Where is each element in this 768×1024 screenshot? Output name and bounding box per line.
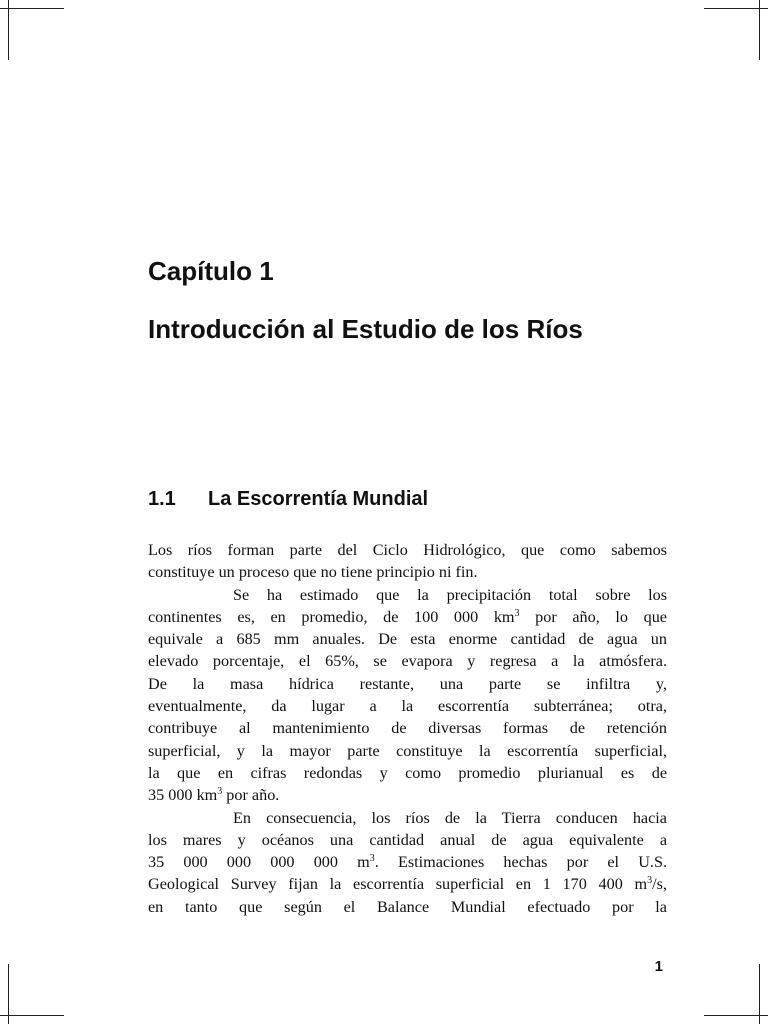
text-line: eventualmente, da lugar a la escorrentía subterránea; otra,: [148, 697, 667, 716]
text-line: Los ríos forman parte del Ciclo Hidrológico, que como sabemos: [148, 541, 667, 559]
text-line: elevado porcentaje, el 65%, se evapora y regresa a la atmósfera.: [148, 652, 667, 671]
text-line: Se ha estimado que la precipitación total sobre los: [233, 585, 667, 604]
text-line: continentes es, en promedio, de 100 000 $km^3$ por año, lo que: [148, 607, 667, 626]
body-text: [148, 539, 667, 918]
text-line: En consecuencia, los ríos de la Tierra conducen hacia: [233, 808, 667, 827]
chapter-title: Introducción al Estudio de los Ríos: [148, 314, 583, 344]
crop-mark: [0, 8, 64, 9]
page-number: 1: [654, 958, 663, 975]
section-title: La Escorrentía Mundial: [208, 488, 429, 510]
crop-mark: [759, 0, 760, 60]
text-line: 35 000 $km^3$ por año.: [148, 786, 280, 805]
section-heading: [148, 488, 428, 511]
crop-mark: [0, 1015, 64, 1016]
crop-mark: [704, 1015, 768, 1016]
section-number: 1.1: [148, 488, 176, 510]
crop-mark: [704, 8, 768, 9]
crop-mark: [8, 0, 9, 60]
text-line: superficial, y la mayor parte constituye la escorrentía superficial,: [148, 741, 667, 760]
text-line: Geological Survey fijan la escorrentía superficial en 1 170 400 $m^3/s$,: [148, 875, 667, 894]
text-line: constituye un proceso que no tiene principio ni fin.: [148, 563, 478, 582]
text-line: equivale a 685 mm anuales. De esta enorme cantidad de agua un: [148, 630, 667, 649]
text-line: 35 000 000 000 000 $m^3$. Estimaciones hechas por el U.S.: [148, 853, 668, 872]
text-line: contribuye al mantenimiento de diversas formas de retención: [148, 719, 667, 738]
text-line: los mares y océanos una cantidad anual de agua equivalente a: [148, 830, 667, 849]
chapter-label: Capítulo 1: [148, 256, 274, 286]
text-line: De la masa hídrica restante, una parte se infiltra y,: [148, 674, 667, 693]
text-line: en tanto que según el Balance Mundial efectuado por la: [148, 897, 667, 916]
text-line: la que en cifras redondas y como promedio plurianual es de: [148, 763, 667, 782]
